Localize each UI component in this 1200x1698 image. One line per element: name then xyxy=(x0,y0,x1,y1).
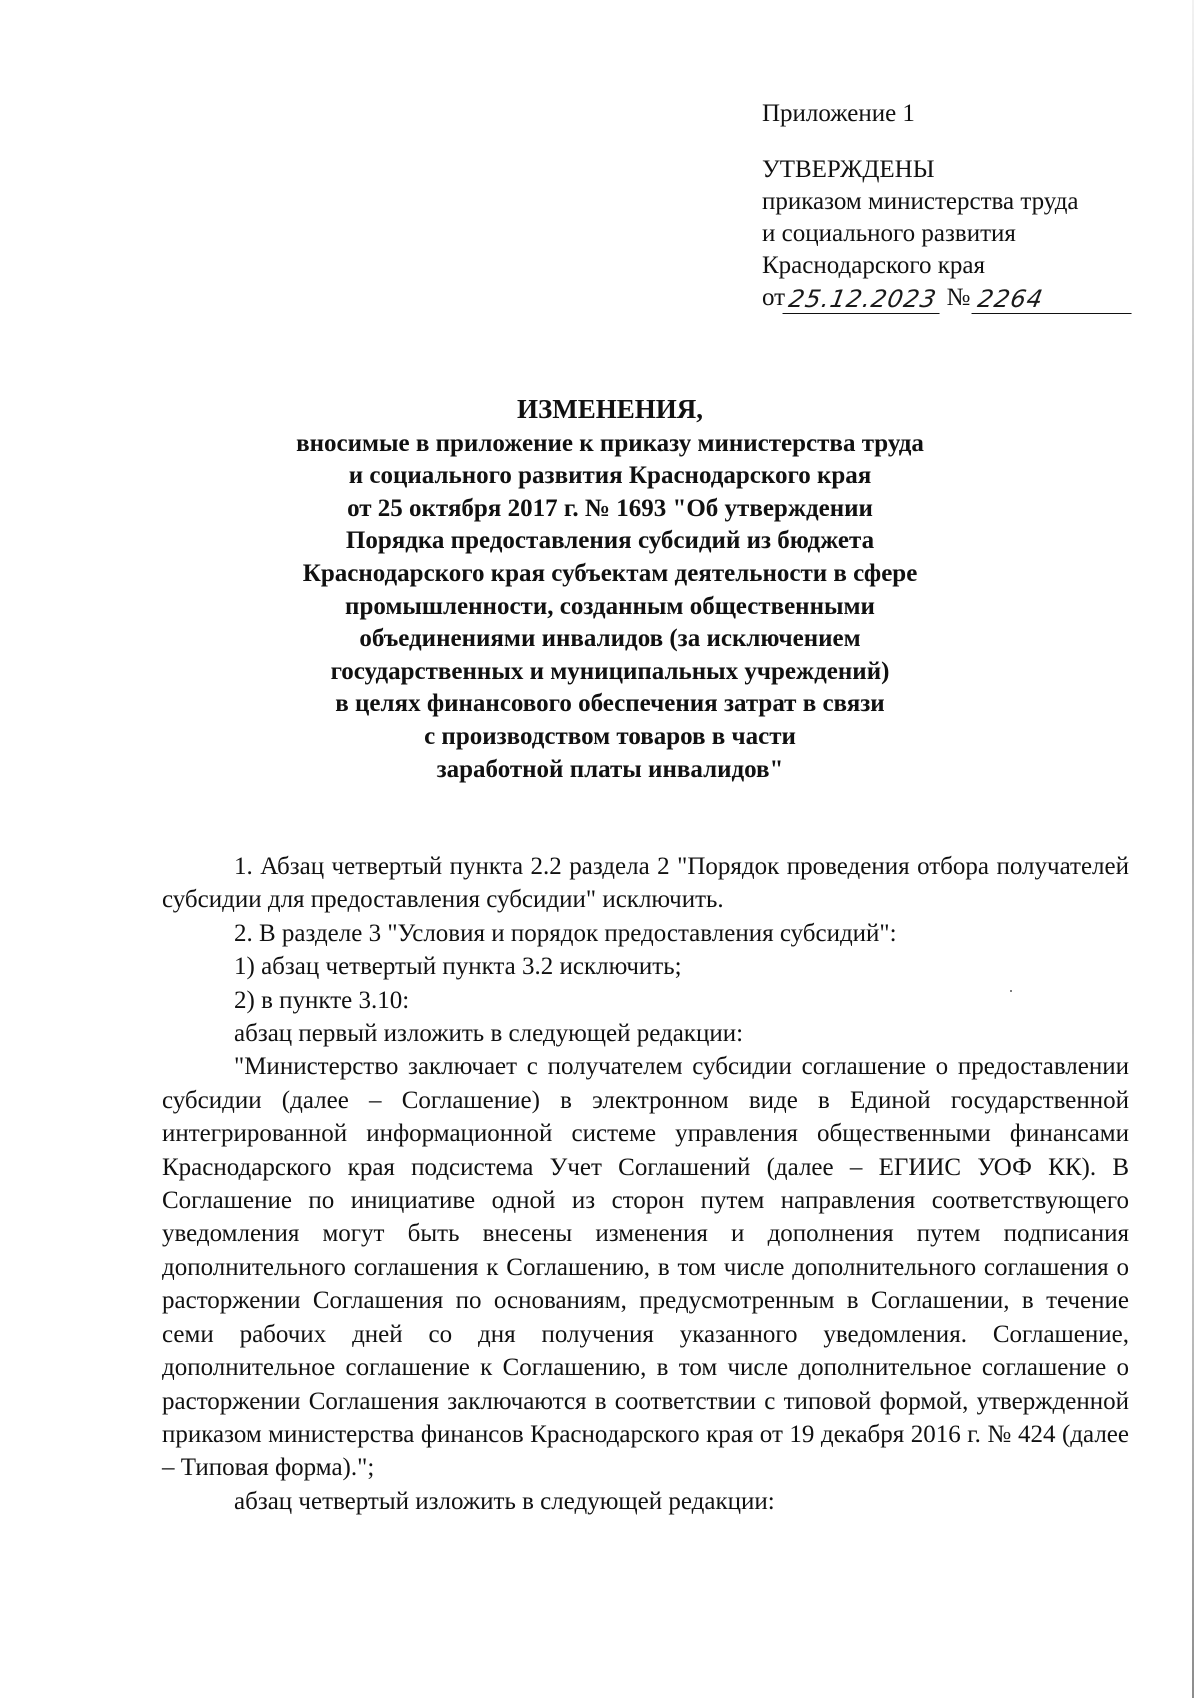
title-line: государственных и муниципальных учреждений) xyxy=(330,657,890,685)
number-sign: № xyxy=(946,284,971,311)
approval-date-line xyxy=(762,282,1134,314)
title-line: и социального развития Краснодарского края xyxy=(348,462,872,490)
paragraph-instruction: абзац четвертый изложить в следующей редакции: xyxy=(234,1487,775,1515)
document-title xyxy=(250,393,970,786)
appendix-label: Приложение 1 xyxy=(762,100,915,127)
handwritten-date: 25.12.2023 xyxy=(783,285,946,314)
title-line: от 25 октября 2017 г. № 1693 "Об утверждении xyxy=(347,494,873,522)
paragraph-subitem-1: 1) абзац четвертый пункта 3.2 исключить; xyxy=(234,953,682,981)
title-line: в целях финансового обеспечения затрат в связи xyxy=(335,690,885,718)
title-line: промышленности, созданным общественными xyxy=(345,592,875,620)
title-line: заработной платы инвалидов" xyxy=(436,755,784,783)
paragraph-subitem-2: 2) в пункте 3.10: xyxy=(234,986,410,1014)
approval-line-2: и социального развития xyxy=(762,220,1016,247)
approval-line-3: Краснодарского края xyxy=(762,252,985,279)
title-line: Порядка предоставления субсидий из бюджета xyxy=(345,527,875,555)
document-body xyxy=(162,850,1129,1518)
handwritten-number: 2264 xyxy=(972,285,1137,314)
approval-stamp-block xyxy=(762,98,1134,314)
title-line: с производством товаров в части xyxy=(424,722,796,750)
title-line: вносимые в приложение к приказу министерства труда xyxy=(296,429,924,457)
title-line: объединениями инвалидов (за исключением xyxy=(359,625,861,653)
approved-label: УТВЕРЖДЕНЫ xyxy=(762,156,935,183)
approval-line-1: приказом министерства труда xyxy=(762,188,1079,215)
paragraph-quoted-text: "Министерство заключает с получателем субсидии соглашение о предоставлении субсидии (далее – Соглашение) в электронном виде в Единой государственной интегрированной информационной системе управления общественными финансами Краснодарского края подсистема Учет Соглашений (далее – ЕГИИС УОФ КК). В Соглашение по инициативе одной из сторон путем направления соответствующего уведомления могут быть внесены изменения и дополнения путем подписания дополнительного соглашения к Соглашению, в том числе дополнительного соглашения о расторжении Соглашения по основаниям, предусмотренным в Соглашении, в течение семи рабочих дней со дня получения указанного уведомления. Соглашение, дополнительное соглашение к Соглашению, в том числе дополнительное соглашение о расторжении Соглашения заключаются в соответствии с типовой формой, утвержденной приказом министерства финансов Краснодарского края от 19 декабря 2016 г. № 424 (далее – Типовая форма)."; xyxy=(162,1053,1129,1482)
title-heading: ИЗМЕНЕНИЯ, xyxy=(516,394,703,424)
paragraph-instruction: абзац первый изложить в следующей редакции: xyxy=(234,1020,744,1048)
scan-edge-line xyxy=(1192,0,1194,1698)
date-prefix: от xyxy=(762,284,786,311)
title-line: Краснодарского края субъектам деятельности в сфере xyxy=(302,559,918,587)
paragraph-item-1: 1. Абзац четвертый пункта 2.2 раздела 2 "Порядок проведения отбора получателей субсидии для предоставления субсидии" исключить. xyxy=(162,853,1129,914)
paragraph-item-2: 2. В разделе 3 "Условия и порядок предоставления субсидий": xyxy=(234,919,897,947)
